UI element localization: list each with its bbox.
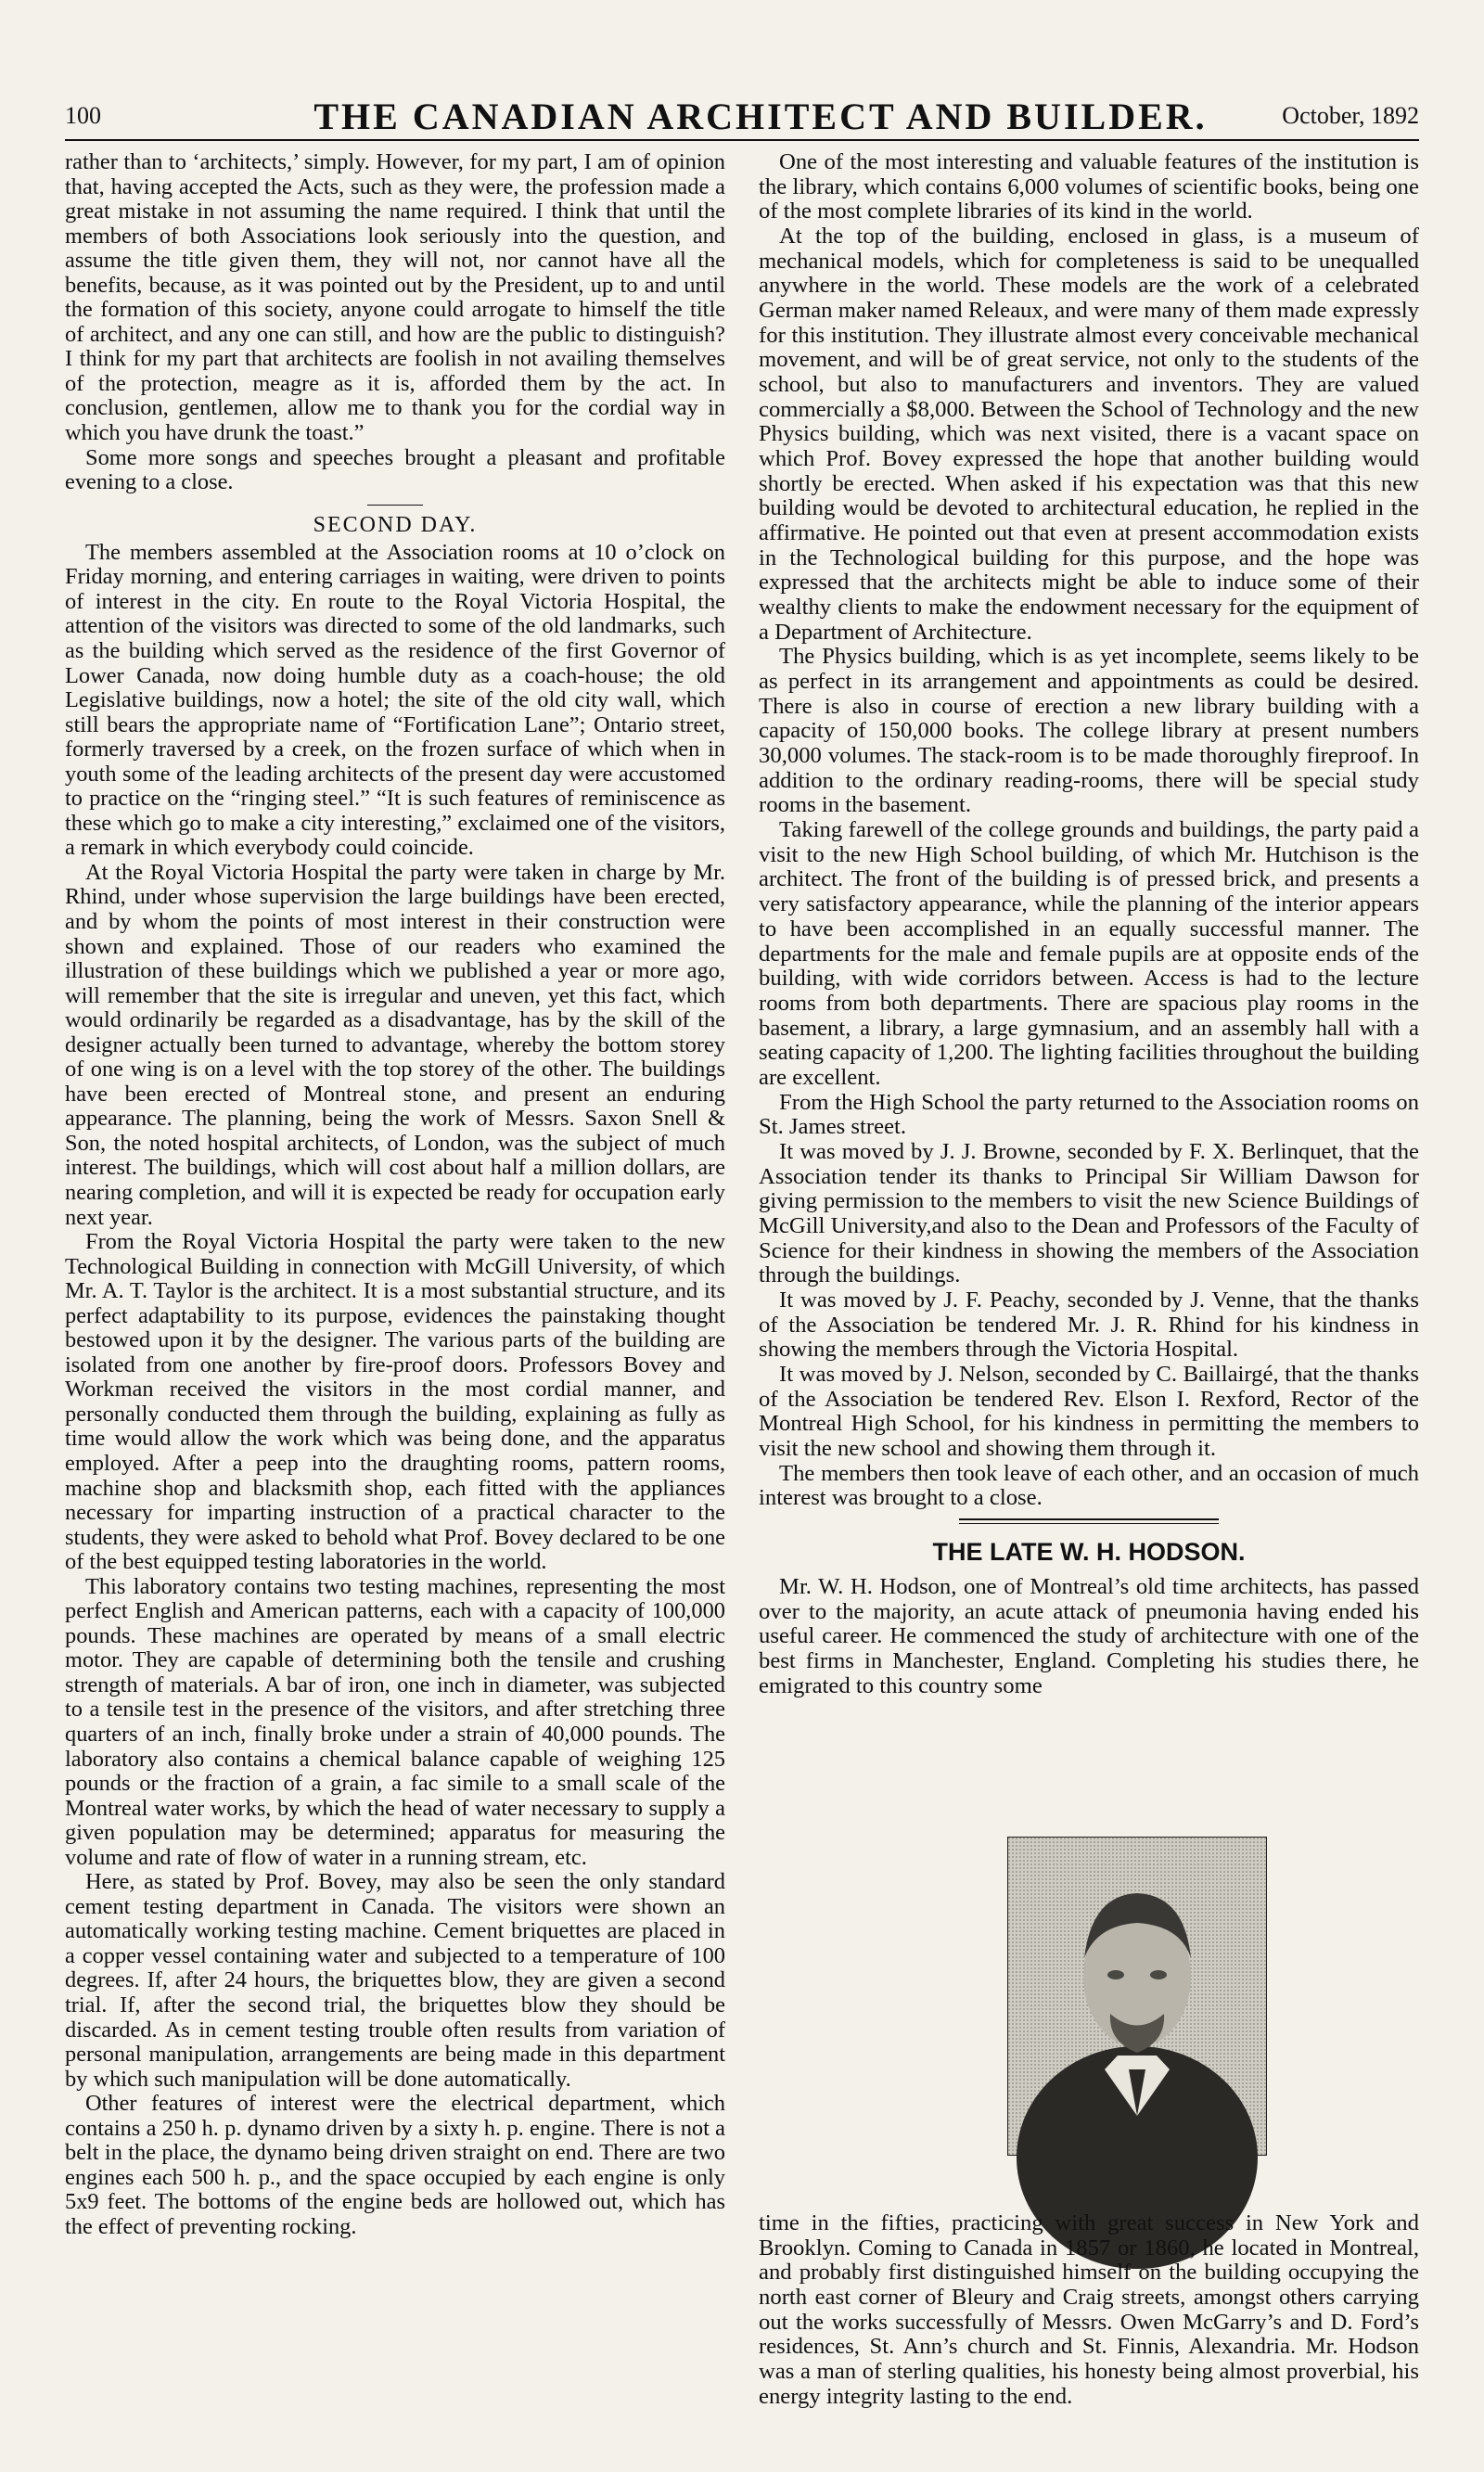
publication-title: THE CANADIAN ARCHITECT AND BUILDER. <box>313 96 1208 137</box>
paragraph: From the Royal Victoria Hospital the party were taken to the new Technological Building in connection with McGill University, of which Mr. A. T. Taylor is the architect. It is a most substantial structure, and its perfect adaptability to its purpose, evidences the painstaking thought bestowed upon it by the designer. The various parts of the building are isolated from one another by fire-proof doors. Professors Bovey and Workman received the visitors in the most cordial manner, and personally conducted them through the building, explaining as fully as time would allow the work which was being done, and the apparatus employed. After a peep into the draughting rooms, pattern rooms, machine shop and blacksmith shop, each fitted with the appliances necessary for imparting instruction of a practical character to the students, they were asked to behold what Prof. Bovey declared to be one of the best equipped testing laboratories in the world. <box>65 1229 725 1575</box>
paragraph: One of the most interesting and valuable features of the institution is the library, which contains 6,000 volumes of scientific books, being one of the most complete libraries of its kind in the world. <box>759 149 1419 224</box>
portrait-photo <box>1007 1837 1267 2156</box>
paragraph: At the top of the building, enclosed in glass, is a museum of mechanical models, which for completeness is said to be unequalled anywhere in the world. These models are the work of a celebrated German maker named Releaux, and were many of them made expressly for this institution. They illustrate almost every conceivable mechanical movement, and will be of great service, not only to the students of the school, but also to manufacturers and inventors. They are valued commercially a $8,000. Between the School of Technology and the new Physics building, which was next visited, there is a vacant space on which Prof. Bovey expressed the hope that another building would shortly be erected. When asked if his expectation was that this new building would be devoted to architectural education, he replied in the affirmative. He pointed out that even at present accommodation exists in the Technological building for this purpose, and the hope was expressed that the architects might be able to induce some of their wealthy clients to make the endowment necessary for the equipment of a Department of Architecture. <box>759 224 1419 645</box>
page-number: 100 <box>65 102 101 129</box>
paragraph: The members then took leave of each other, and an occasion of much interest was brought to a close. <box>759 1460 1419 1511</box>
paragraph: rather than to ‘architects,’ simply. However, for my part, I am of opinion that, having accepted the Acts, such as they were, the profession made a great mistake in not assuming the name required. I think that until the members of both Associations look seriously into the question, and assume the title given them, they will not, nor cannot have all the benefits, because, as it was pointed out by the President, up to and until the formation of this society, anyone could arrogate to himself the title of architect, and any one can still, and how are the public to distinguish? I think for my part that architects are foolish in not availing themselves of the protection, meagre as it is, afforded them by the act. In conclusion, gentlemen, allow me to thank you for the cordial way in which you have drunk the toast.” <box>65 149 725 446</box>
obituary-continuation <box>759 2211 1419 2434</box>
portrait-illustration <box>1008 1838 1266 2155</box>
header-rule <box>65 139 1419 141</box>
section-heading: SECOND DAY. <box>313 512 478 537</box>
section-divider <box>367 505 423 506</box>
article-divider <box>959 1518 1219 1524</box>
paragraph: It was moved by J. F. Peachy, seconded by J. Venne, that the thanks of the Association be tendered Mr. J. R. Rhind for his kindness in showing the members through the Victoria Hospital. <box>759 1287 1419 1363</box>
paragraph: This laboratory contains two testing machines, representing the most perfect English and American patterns, each with a capacity of 100,000 pounds. These machines are operated by means of a small electric motor. They are capable of determining both the tensile and crushing strength of materials. A bar of iron, one inch in diameter, was subjected to a tensile test in the presence of the visitors, and after stretching three quarters of an inch, finally broke under a strain of 40,000 pounds. The laboratory also contains a chemical balance capable of weighing 125 pounds or the fraction of a grain, a fac simile to a small scale of the Montreal water works, by which the head of water necessary to supply a given population may be determined; apparatus for measuring the volume and rate of flow of water in a running stream, etc. <box>65 1573 725 1870</box>
paragraph: Mr. W. H. Hodson, one of Montreal’s old time architects, has passed over to the majority, an acute attack of pneumonia having ended his useful career. He commenced the study of architecture with one of the best firms in Manchester, England. Completing his studies there, he emigrated to this country some <box>759 1574 1419 1698</box>
paragraph: From the High School the party returned to the Association rooms on St. James street. <box>759 1089 1419 1140</box>
paragraph: It was moved by J. J. Browne, seconded by F. X. Berlinquet, that the Association tender its thanks to Principal Sir William Dawson for giving permission to the members to visit the new Science Buildings of McGill University,and also to the Dean and Professors of the Faculty of Science for their kindness in showing the members of the Association through the buildings. <box>759 1138 1419 1288</box>
page-header <box>65 93 1419 139</box>
issue-date: October, 1892 <box>1282 102 1419 129</box>
paragraph: The Physics building, which is as yet incomplete, seems likely to be as perfect in its arrangement and appointments as could be desired. There is also in course of erection a new library building with a capacity of 150,000 books. The college library at present numbers 30,000 volumes. The stack-room is to be made thoroughly fireproof. In addition to the ordinary reading-rooms, there will be special study rooms in the basement. <box>759 644 1419 818</box>
paragraph: Other features of interest were the electrical department, which contains a 250 h. p. dynamo driven by a sixty h. p. engine. There is not a belt in the place, the dynamo being driven straight on end. There are two engines each 500 h. p., and the space occupied by each engine is only 5x9 feet. The bottoms of the engine beds are hollowed out, which has the effect of preventing rocking. <box>65 2091 725 2239</box>
paragraph: Taking farewell of the college grounds and buildings, the party paid a visit to the new High School building, of which Mr. Hutchison is the architect. The front of the building is of pressed brick, and presents a very satisfactory appearance, while the planning of the interior appears to have been accomplished in an equally successful manner. The departments for the male and female pupils are at opposite ends of the building, with wide corridors between. Access is had to the lecture rooms from both departments. There are spacious play rooms in the basement, a library, a large gymnasium, and an assembly hall with a seating capacity of 1,200. The lighting facilities throughout the building are excellent. <box>759 817 1419 1090</box>
left-column <box>65 150 725 2418</box>
newspaper-page <box>65 93 1419 2430</box>
paragraph: At the Royal Victoria Hospital the party were taken in charge by Mr. Rhind, under whose supervision the large buildings have been erected, and by whom the points of most interest in their construction were shown and explained. Those of our readers who examined the illustration of these buildings which we published a year or more ago, will remember that the site is irregular and uneven, yet this fact, which would ordinarily be regarded as a disadvantage, has by the skill of the designer actually been turned to advantage, whereby the bottom storey of one wing is on a level with the top storey of the other. The buildings have been erected of Montreal stone, and present an enduring appearance. The planning, being the work of Messrs. Saxon Snell & Son, the noted hospital architects, of London, was the subject of much interest. The buildings, which will cost about half a million dollars, are nearing completion, and will it is expected be ready for occupation early next year. <box>65 859 725 1230</box>
paragraph: Here, as stated by Prof. Bovey, may also be seen the only standard cement testing department in Canada. The visitors were shown an automatically working testing machine. Cement briquettes are placed in a copper vessel containing water and subjected to a temperature of 100 degrees. If, after 24 hours, the briquettes blow, they are given a second trial. If, after the second trial, the briquettes blow they should be discarded. As in cement testing trouble often results from variation of personal manipulation, arrangements are being made in this department by which such manipulation will be done automatically. <box>65 1869 725 2092</box>
paragraph: time in the fifties, practicing with great success in New York and Brooklyn. Coming to Canada in 1857 or 1860, he located in Montreal, and probably first distinguished himself on the building occupying the north east corner of Bleury and Craig streets, amongst others carrying out the works successfully of Messrs. Owen McGarry’s and D. Ford’s residences, St. Ann’s church and St. Finnis, Alexandria. Mr. Hodson was a man of sterling qualities, his honesty being almost proverbial, his energy integrity lasting to the end. <box>759 2210 1419 2409</box>
paragraph: Some more songs and speeches brought a pleasant and profitable evening to a close. <box>65 444 725 495</box>
right-column <box>759 149 1419 1698</box>
portrait-figure <box>1007 1837 1265 2180</box>
paragraph: The members assembled at the Association rooms at 10 o’clock on Friday morning, and entering carriages in waiting, were driven to points of interest in the city. En route to the Royal Victoria Hospital, the attention of the visitors was directed to some of the old landmarks, such as the building which served as the residence of the first Governor of Lower Canada, now doing humble duty as a coach-house; the old Legislative buildings, now a hotel; the site of the old city wall, which still bears the appropriate name of “Fortification Lane”; Ontario street, formerly traversed by a creek, on the frozen surface of which when in youth some of the leading architects of the present day were accustomed to practice on the “ringing steel.” “It is such features of reminiscence as these which go to make a city interesting,” exclaimed one of the visitors, a remark in which everybody could coincide. <box>65 539 725 861</box>
paragraph: It was moved by J. Nelson, seconded by C. Baillairgé, that the thanks of the Association be tendered Rev. Elson I. Rexford, Rector of the Montreal High School, for his kindness in permitting the members to visit the new school and showing them through it. <box>759 1361 1419 1461</box>
obituary-heading: THE LATE W. H. HODSON. <box>932 1537 1246 1566</box>
